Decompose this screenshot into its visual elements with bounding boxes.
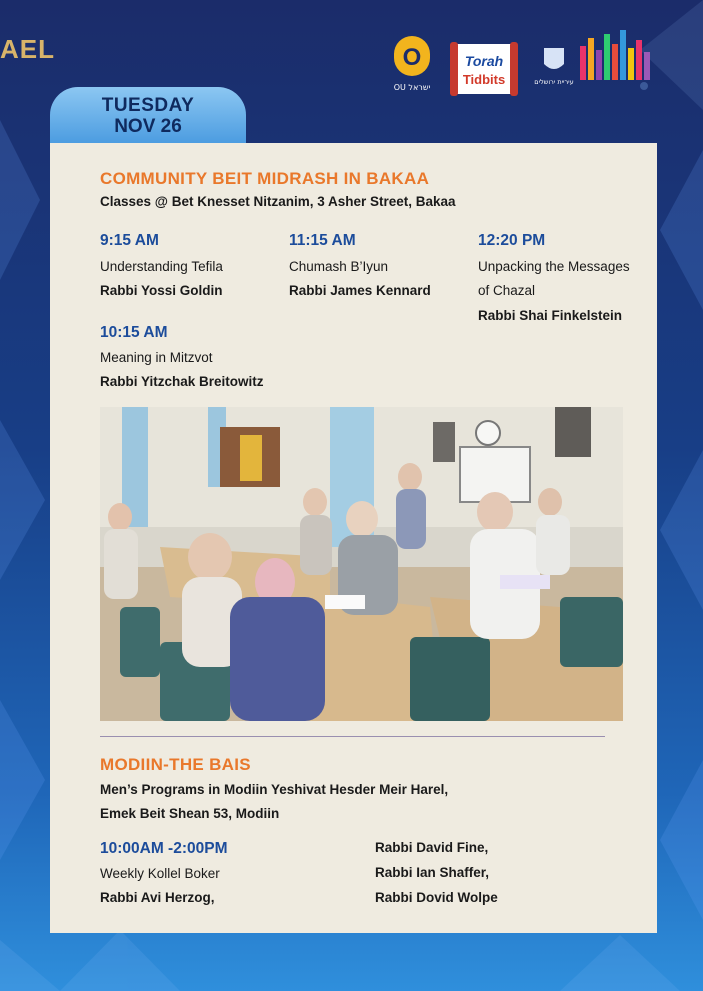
header-edge-text: AEL bbox=[0, 34, 55, 64]
ou-letter: O bbox=[402, 44, 422, 71]
jerusalem-logo bbox=[532, 44, 576, 96]
schedule-card bbox=[50, 143, 657, 933]
section1-title: COMMUNITY BEIT MIDRASH IN BAKAA bbox=[100, 169, 430, 188]
session-speaker: Rabbi James Kennard bbox=[289, 283, 431, 298]
ou-logo bbox=[390, 36, 434, 96]
classroom-photo bbox=[100, 407, 623, 721]
section2-speaker: Rabbi David Fine, bbox=[375, 840, 489, 855]
date-date: NOV 26 bbox=[114, 116, 182, 137]
tidbits-text: Tidbits bbox=[462, 72, 506, 87]
session-time: 11:15 AM bbox=[289, 232, 356, 249]
section-divider bbox=[100, 736, 605, 737]
jerusalem-caption: עיריית ירושלים bbox=[534, 78, 574, 86]
session-title: Chumash B’Iyun bbox=[289, 259, 389, 274]
session-time: 12:20 PM bbox=[478, 232, 546, 249]
section2-time: 10:00AM -2:00PM bbox=[100, 840, 228, 857]
session-title-line2: of Chazal bbox=[478, 283, 536, 298]
section2-title: MODIIN-THE BAIS bbox=[100, 755, 251, 774]
section2-location-line2: Emek Beit Shean 53, Modiin bbox=[100, 806, 280, 821]
ou-caption: OU ישראל bbox=[393, 83, 431, 92]
section2-program: Weekly Kollel Boker bbox=[100, 866, 220, 881]
date-day: TUESDAY bbox=[101, 95, 195, 116]
section2-location-line1: Men’s Programs in Modiin Yeshivat Hesder Meir Harel, bbox=[100, 782, 449, 797]
date-tab bbox=[50, 87, 246, 145]
session-time: 9:15 AM bbox=[100, 232, 159, 249]
festival-logo bbox=[578, 28, 654, 92]
section2-speaker: Rabbi Ian Shaffer, bbox=[375, 865, 490, 880]
session-title: Understanding Tefila bbox=[100, 259, 223, 274]
section2-speaker: Rabbi Dovid Wolpe bbox=[375, 890, 498, 905]
session-speaker: Rabbi Yitzchak Breitowitz bbox=[100, 374, 264, 389]
session-speaker: Rabbi Shai Finkelstein bbox=[478, 308, 623, 323]
session-title: Meaning in Mitzvot bbox=[100, 350, 213, 365]
session-time: 10:15 AM bbox=[100, 324, 168, 341]
torah-text: Torah bbox=[464, 53, 504, 69]
session-title-line1: Unpacking the Messages bbox=[478, 259, 630, 274]
torah-tidbits-logo bbox=[450, 42, 518, 96]
session-speaker: Rabbi Yossi Goldin bbox=[100, 283, 223, 298]
section2-speaker-left: Rabbi Avi Herzog, bbox=[100, 890, 215, 905]
section1-location: Classes @ Bet Knesset Nitzanim, 3 Asher Street, Bakaa bbox=[100, 194, 456, 209]
